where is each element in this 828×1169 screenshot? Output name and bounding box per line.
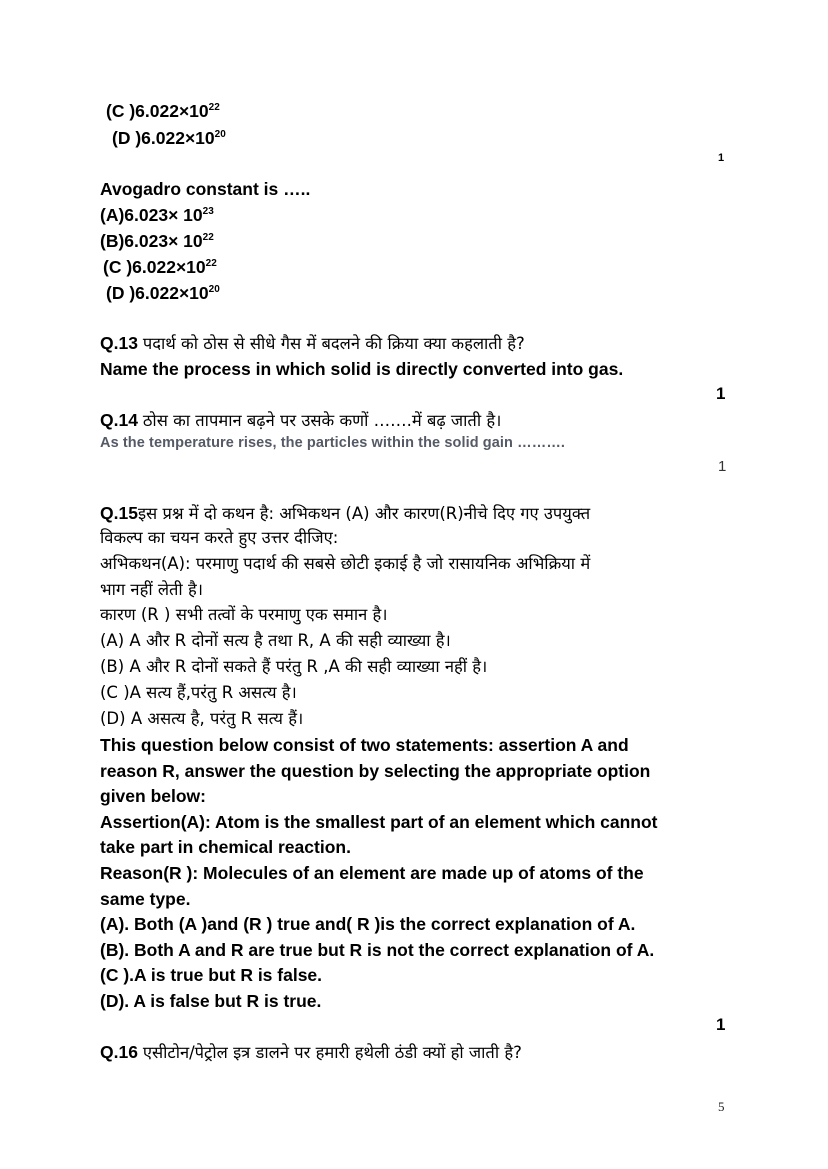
q15-english-line-2: reason R, answer the question by selecting the appropriate option — [100, 761, 651, 781]
q13-english: Name the process in which solid is directly converted into gas. — [100, 359, 624, 379]
option-c-top: (C )$6.022\times 10^{22}$ — [106, 101, 220, 121]
q15-hindi-assertion: अभिकथन(A): परमाणु पदार्थ की सबसे छोटी इकाई है जो रासायनिक अभिक्रिया में — [100, 554, 591, 573]
page-number: 5 — [718, 1099, 725, 1114]
q15-hindi-option-b: (B) A और R दोनों सकते हैं परंतु R ,A की सही व्याख्या नहीं है। — [100, 657, 488, 676]
q14-marks: 1 — [718, 458, 727, 475]
q15-english-reason: Reason(R ): Molecules of an element are made up of atoms of the — [100, 863, 644, 883]
q15-hindi-reason: कारण (R ) सभी तत्वों के परमाणु एक समान है। — [100, 605, 388, 624]
avogadro-option-c: (C )$6.022\times 10^{22}$ — [103, 257, 217, 277]
q15-hindi-option-c: (C )A सत्य हैं,परंतु R असत्य है। — [100, 683, 297, 702]
q15-english-assertion: Assertion(A): Atom is the smallest part of an element which cannot — [100, 812, 658, 832]
q15-english-line-3: given below: — [100, 786, 206, 806]
q14-english: As the temperature rises, the particles within the solid gain ………. — [100, 435, 566, 451]
q15-english-reason-cont: same type. — [100, 889, 191, 909]
q15-english-option-b: (B). Both A and R are true but R is not the correct explanation of A. — [100, 940, 655, 960]
q15-hindi-option-d: (D) A असत्य है, परंतु R सत्य हैं। — [100, 709, 304, 728]
q15-english-assertion-cont: take part in chemical reaction. — [100, 837, 351, 857]
q15-hindi-assertion-cont: भाग नहीं लेती है। — [100, 580, 203, 599]
q16-hindi: Q.16 एसीटोन/पेट्रोल इत्र डालने पर हमारी हथेली ठंडी क्यों हो जाती है? — [100, 1042, 522, 1062]
q15-english-option-d: (D). A is false but R is true. — [100, 991, 322, 1011]
q15-marks: 1 — [716, 1015, 726, 1034]
q15-english-option-a: (A). Both (A )and (R ) true and( R )is the correct explanation of A. — [100, 914, 636, 934]
marks-top: 1 — [718, 152, 725, 164]
q15-english-option-c: (C ).A is true but R is false. — [100, 965, 323, 985]
q13-marks: 1 — [716, 384, 726, 403]
avogadro-question: Avogadro constant is ….. — [100, 179, 311, 199]
q13-hindi: Q.13 पदार्थ को ठोस से सीधे गैस में बदलने की क्रिया क्या कहलाती है? — [100, 333, 525, 353]
q15-english-line-1: This question below consist of two statements: assertion A and — [100, 735, 629, 755]
avogadro-option-b: $(B)6.023\times 10^{22}$ — [100, 231, 214, 251]
avogadro-option-d: (D )$6.022\times 10^{20}$ — [106, 283, 220, 303]
avogadro-option-a: $(A)6.023\times 10^{23}$ — [100, 205, 214, 225]
q15-hindi-line-2: विकल्प का चयन करते हुए उत्तर दीजिए: — [100, 528, 339, 547]
option-d-top: (D )$6.022\times 10^{20}$ — [112, 128, 226, 148]
q15-hindi-line-1: Q.15इस प्रश्न में दो कथन है: अभिकथन (A) और कारण(R)नीचे दिए गए उपयुक्त — [100, 503, 591, 523]
q14-hindi: Q.14 ठोस का तापमान बढ़ने पर उसके कणों …….में बढ़ जाती है। — [100, 410, 502, 430]
q15-hindi-option-a: (A) A और R दोनों सत्य है तथा R, A की सही व्याख्या है। — [100, 631, 451, 650]
